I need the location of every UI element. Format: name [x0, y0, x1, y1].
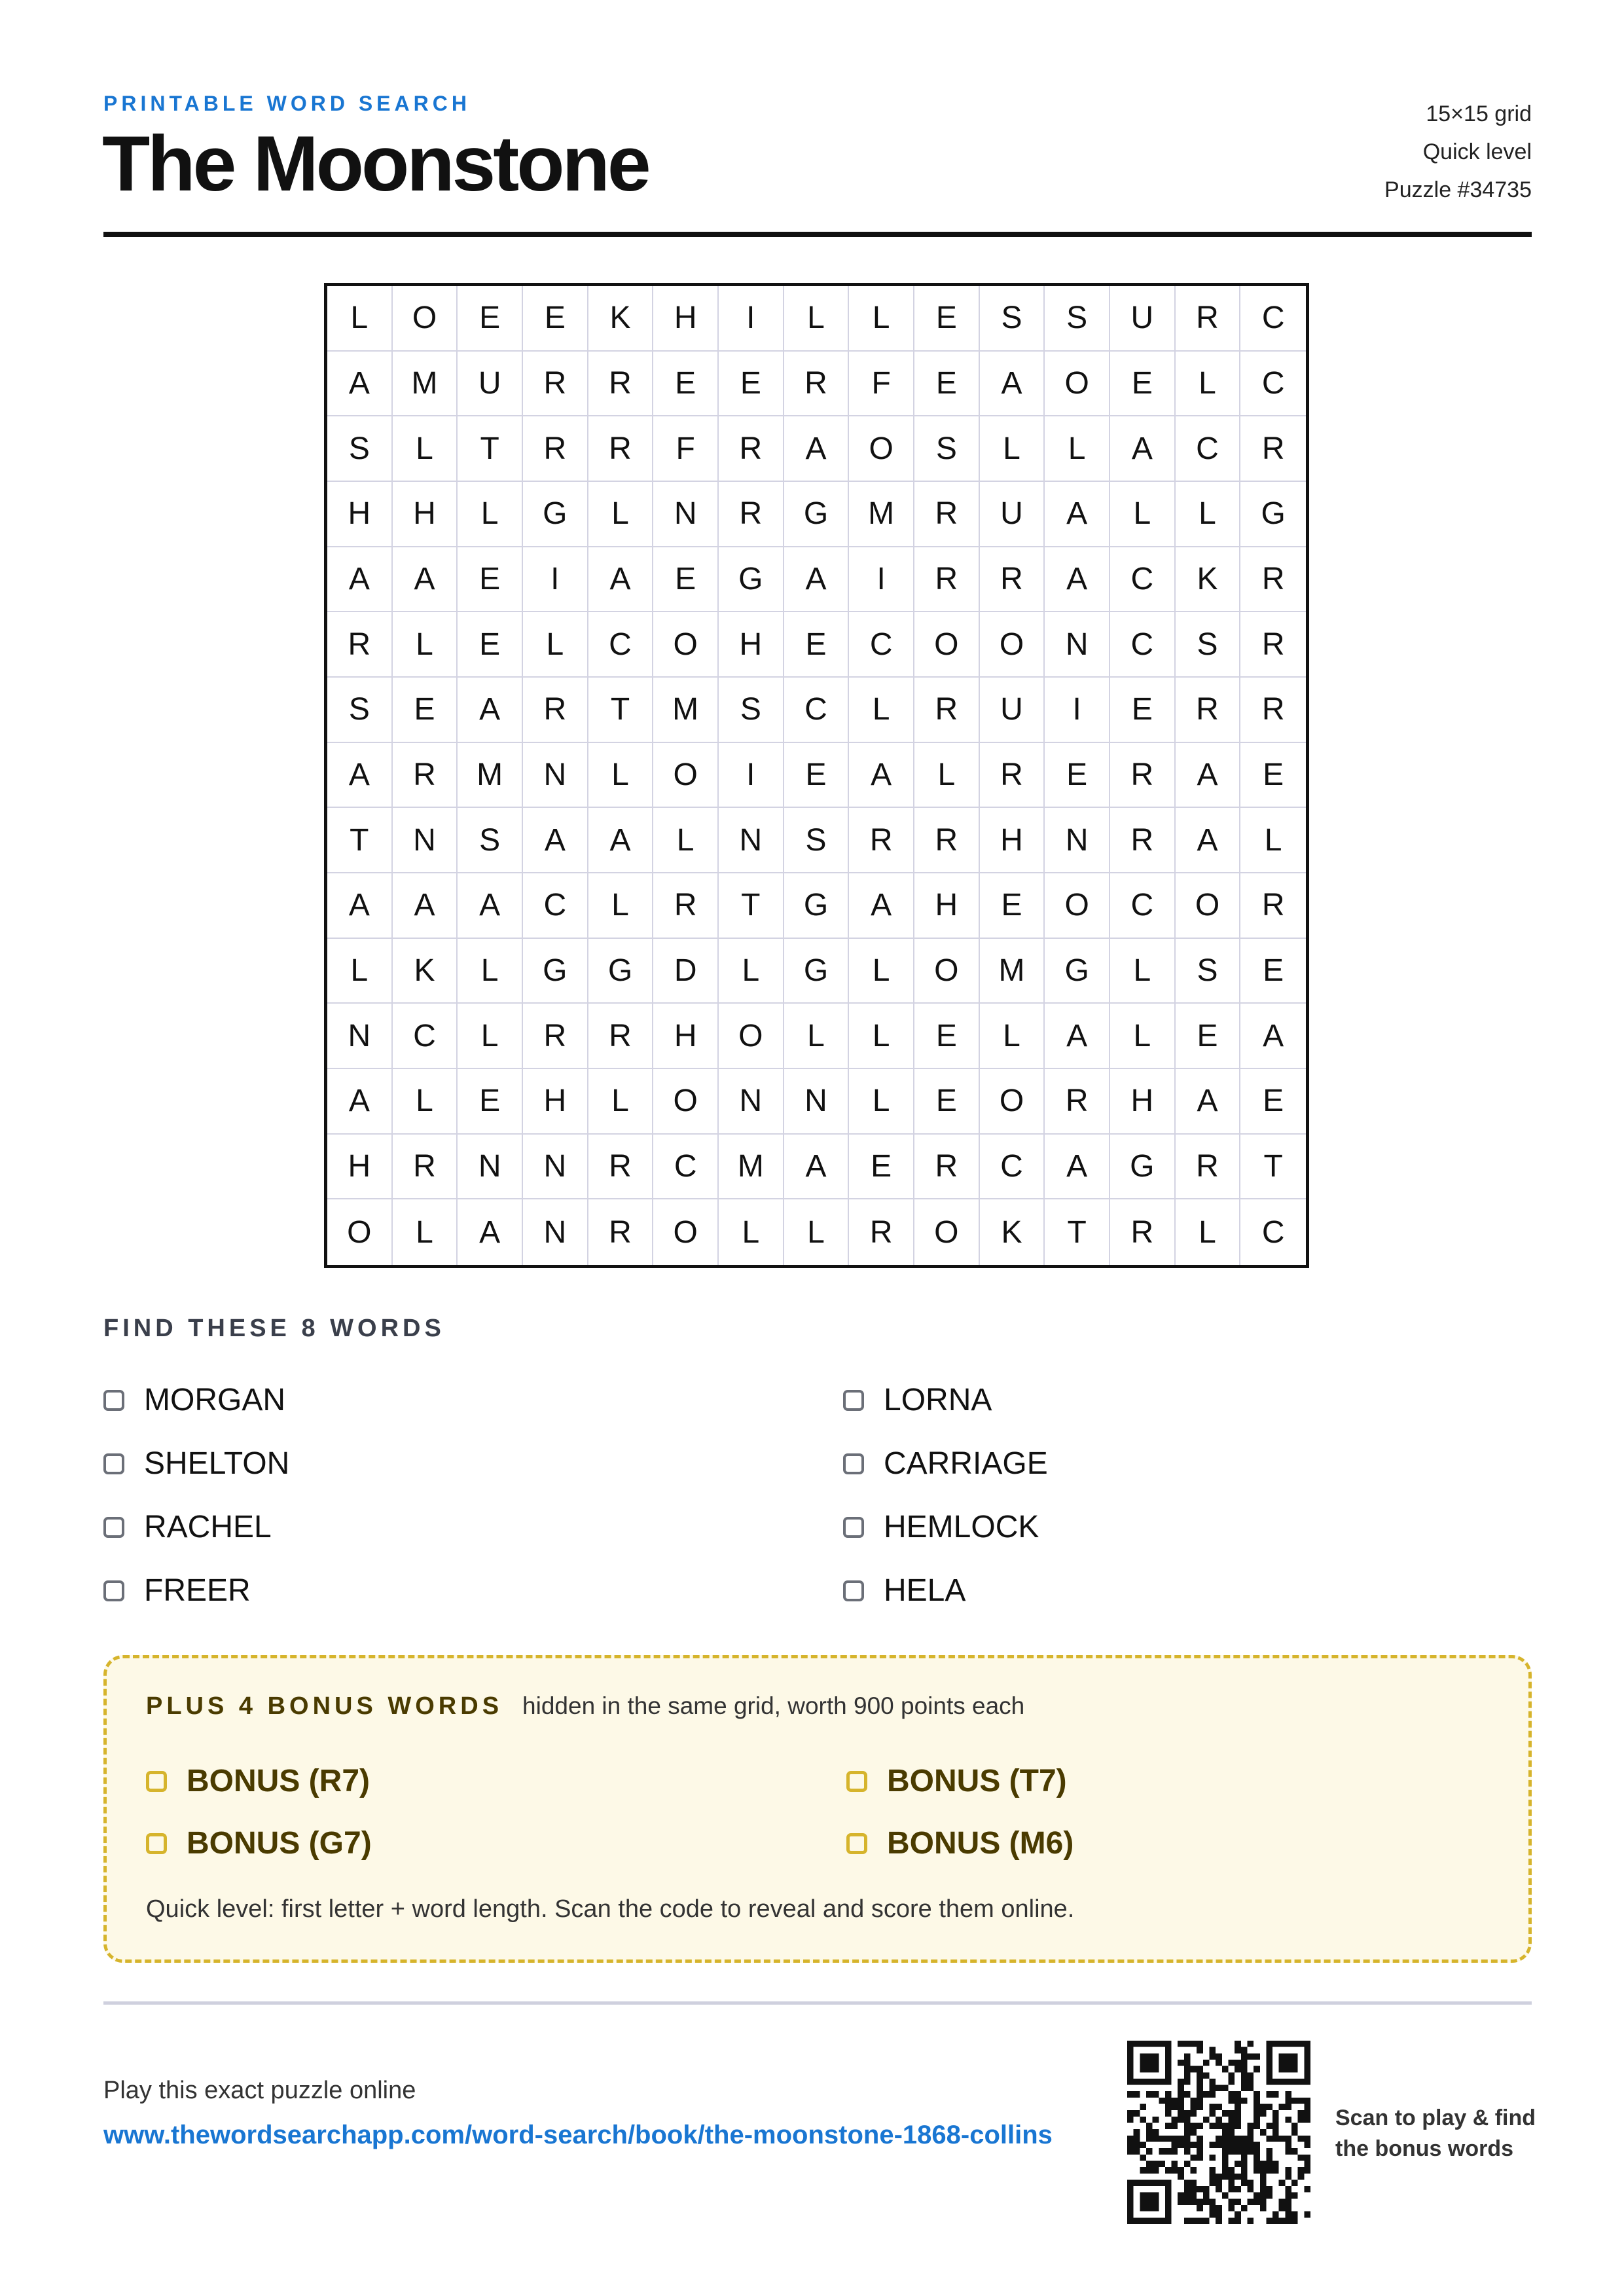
- grid-cell[interactable]: C: [1110, 547, 1176, 613]
- grid-cell[interactable]: N: [719, 1069, 784, 1135]
- scan-line-2: the bonus words: [1335, 2136, 1513, 2161]
- scan-instructions: [1335, 2103, 1536, 2164]
- grid-cell[interactable]: I: [719, 743, 784, 809]
- checkbox-icon[interactable]: [843, 1580, 864, 1601]
- grid-cell[interactable]: U: [980, 678, 1045, 743]
- word-item[interactable]: [843, 1368, 1532, 1432]
- grid-cell[interactable]: A: [393, 873, 458, 939]
- bonus-checkbox-icon[interactable]: [846, 1833, 867, 1854]
- grid-cell[interactable]: L: [784, 286, 850, 352]
- bonus-word-label: BONUS (M6): [887, 1826, 1074, 1861]
- grid-cell[interactable]: E: [784, 612, 850, 678]
- grid-cell[interactable]: C: [1240, 352, 1306, 417]
- grid-cell[interactable]: A: [784, 1135, 850, 1200]
- bonus-checkbox-icon[interactable]: [146, 1833, 167, 1854]
- grid-cell[interactable]: K: [980, 1199, 1045, 1265]
- grid-cell[interactable]: E: [393, 678, 458, 743]
- grid-cell[interactable]: O: [849, 416, 914, 482]
- grid-cell[interactable]: H: [327, 482, 393, 547]
- checkbox-icon[interactable]: [843, 1517, 864, 1538]
- checkbox-icon[interactable]: [103, 1517, 124, 1538]
- grid-cell[interactable]: E: [458, 612, 523, 678]
- grid-cell[interactable]: A: [1240, 1004, 1306, 1069]
- grid-cell[interactable]: L: [719, 1199, 784, 1265]
- word-list-title: FIND THESE 8 WORDS: [103, 1315, 445, 1342]
- word-label: LORNA: [884, 1383, 992, 1417]
- grid-cell[interactable]: R: [653, 873, 719, 939]
- grid-cell[interactable]: C: [1240, 286, 1306, 352]
- grid-cell[interactable]: O: [393, 286, 458, 352]
- word-label: FREER: [144, 1573, 251, 1608]
- grid-size-label: 15×15 grid: [1426, 101, 1532, 126]
- grid-cell[interactable]: H: [653, 286, 719, 352]
- grid-cell[interactable]: L: [458, 482, 523, 547]
- grid-cell[interactable]: H: [980, 808, 1045, 873]
- bonus-word-list: [146, 1750, 1494, 1874]
- grid-cell[interactable]: R: [393, 743, 458, 809]
- word-label: RACHEL: [144, 1510, 272, 1544]
- grid-cell[interactable]: S: [1176, 939, 1241, 1004]
- grid-cell[interactable]: L: [980, 416, 1045, 482]
- grid-cell[interactable]: G: [523, 939, 588, 1004]
- scan-line-1: Scan to play & find: [1335, 2105, 1536, 2130]
- grid-cell[interactable]: R: [523, 1004, 588, 1069]
- bonus-word-label: BONUS (T7): [887, 1764, 1067, 1798]
- grid-cell[interactable]: E: [1110, 352, 1176, 417]
- grid-cell[interactable]: O: [914, 1199, 980, 1265]
- grid-cell[interactable]: H: [1110, 1069, 1176, 1135]
- grid-cell[interactable]: R: [1240, 416, 1306, 482]
- grid-cell[interactable]: A: [327, 1069, 393, 1135]
- word-item[interactable]: [103, 1559, 843, 1622]
- grid-cell[interactable]: L: [653, 808, 719, 873]
- checkbox-icon[interactable]: [103, 1453, 124, 1474]
- grid-cell[interactable]: O: [914, 612, 980, 678]
- grid-cell[interactable]: T: [1045, 1199, 1110, 1265]
- grid-cell[interactable]: L: [849, 678, 914, 743]
- grid-cell[interactable]: A: [1045, 547, 1110, 613]
- page-title: The Moonstone: [102, 120, 649, 208]
- grid-cell[interactable]: E: [1110, 678, 1176, 743]
- bonus-checkbox-icon[interactable]: [146, 1771, 167, 1792]
- grid-cell[interactable]: M: [653, 678, 719, 743]
- grid-cell[interactable]: I: [849, 547, 914, 613]
- word-list: [103, 1368, 1532, 1622]
- word-label: CARRIAGE: [884, 1446, 1048, 1481]
- grid-cell[interactable]: H: [653, 1004, 719, 1069]
- grid-cell[interactable]: G: [719, 547, 784, 613]
- word-item[interactable]: [843, 1432, 1532, 1495]
- grid-cell[interactable]: E: [849, 1135, 914, 1200]
- puzzle-id-label: Puzzle #34735: [1384, 177, 1532, 202]
- grid-cell[interactable]: T: [1240, 1135, 1306, 1200]
- grid-cell[interactable]: R: [914, 482, 980, 547]
- grid-cell[interactable]: H: [327, 1135, 393, 1200]
- grid-cell[interactable]: G: [784, 939, 850, 1004]
- grid-cell[interactable]: A: [784, 547, 850, 613]
- grid-cell[interactable]: A: [1176, 1069, 1241, 1135]
- grid-cell[interactable]: N: [1045, 612, 1110, 678]
- grid-cell[interactable]: M: [849, 482, 914, 547]
- grid-cell[interactable]: T: [458, 416, 523, 482]
- grid-cell[interactable]: U: [980, 482, 1045, 547]
- grid-cell[interactable]: F: [653, 416, 719, 482]
- kicker-label: PRINTABLE WORD SEARCH: [103, 92, 471, 115]
- grid-cell[interactable]: H: [914, 873, 980, 939]
- grid-cell[interactable]: E: [980, 873, 1045, 939]
- puzzle-url-link[interactable]: www.thewordsearchapp.com/word-search/book/the-moonstone-1868-collins: [103, 2121, 1053, 2149]
- bonus-subtitle: hidden in the same grid, worth 900 points each: [522, 1692, 1025, 1719]
- word-label: MORGAN: [144, 1383, 285, 1417]
- grid-cell[interactable]: R: [588, 1135, 654, 1200]
- grid-cell[interactable]: A: [784, 416, 850, 482]
- play-online-label: Play this exact puzzle online: [103, 2077, 416, 2104]
- grid-cell[interactable]: A: [588, 547, 654, 613]
- grid-cell[interactable]: R: [914, 1135, 980, 1200]
- grid-cell[interactable]: A: [327, 547, 393, 613]
- grid-cell[interactable]: U: [458, 352, 523, 417]
- grid-cell[interactable]: A: [588, 808, 654, 873]
- grid-cell[interactable]: A: [1176, 808, 1241, 873]
- grid-cell[interactable]: L: [588, 743, 654, 809]
- grid-cell[interactable]: C: [1110, 873, 1176, 939]
- grid-cell[interactable]: D: [653, 939, 719, 1004]
- grid-cell[interactable]: A: [458, 678, 523, 743]
- grid-cell[interactable]: C: [1261, 1214, 1285, 1250]
- grid-cell[interactable]: R: [1240, 612, 1306, 678]
- grid-cell[interactable]: R: [1110, 743, 1176, 809]
- grid-cell[interactable]: R: [914, 547, 980, 613]
- grid-cell[interactable]: L: [1110, 1004, 1176, 1069]
- grid-cell[interactable]: E: [653, 352, 719, 417]
- grid-cell[interactable]: S: [458, 808, 523, 873]
- grid-cell[interactable]: N: [523, 1135, 588, 1200]
- grid-cell[interactable]: A: [1110, 416, 1176, 482]
- checkbox-icon[interactable]: [843, 1390, 864, 1411]
- grid-cell[interactable]: O: [653, 743, 719, 809]
- bonus-checkbox-icon[interactable]: [846, 1771, 867, 1792]
- grid-cell[interactable]: G: [784, 482, 850, 547]
- grid-cell[interactable]: R: [1240, 678, 1306, 743]
- grid-cell[interactable]: A: [980, 352, 1045, 417]
- grid-cell[interactable]: G: [1110, 1135, 1176, 1200]
- grid-cell[interactable]: S: [980, 286, 1045, 352]
- grid-cell[interactable]: S: [719, 678, 784, 743]
- bonus-word-label: BONUS (R7): [187, 1764, 370, 1798]
- word-item[interactable]: [843, 1495, 1532, 1559]
- grid-cell[interactable]: R: [523, 416, 588, 482]
- grid-cell[interactable]: A: [327, 873, 393, 939]
- grid-cell[interactable]: L: [980, 1004, 1045, 1069]
- grid-cell[interactable]: C: [393, 1004, 458, 1069]
- grid-cell[interactable]: K: [588, 286, 654, 352]
- grid-cell[interactable]: L: [1176, 1199, 1241, 1265]
- grid-cell[interactable]: M: [980, 939, 1045, 1004]
- word-label: HELA: [884, 1573, 966, 1608]
- grid-cell[interactable]: G: [523, 482, 588, 547]
- grid-cell[interactable]: C: [523, 873, 588, 939]
- grid-cell[interactable]: E: [914, 286, 980, 352]
- grid-cell[interactable]: O: [1176, 873, 1241, 939]
- grid-cell[interactable]: L: [784, 1199, 850, 1265]
- bonus-title: PLUS 4 BONUS WORDS: [146, 1692, 503, 1720]
- word-item[interactable]: [103, 1432, 843, 1495]
- grid-cell[interactable]: L: [1176, 352, 1241, 417]
- grid-cell[interactable]: R: [1176, 1135, 1241, 1200]
- grid-cell[interactable]: L: [849, 1004, 914, 1069]
- grid-cell[interactable]: I: [523, 547, 588, 613]
- grid-cell[interactable]: A: [1045, 1135, 1110, 1200]
- footer-divider: [103, 2001, 1532, 2005]
- grid-cell[interactable]: A: [458, 1199, 523, 1265]
- grid-cell[interactable]: H: [523, 1069, 588, 1135]
- grid-cell[interactable]: R: [1176, 678, 1241, 743]
- grid-cell[interactable]: E: [458, 1069, 523, 1135]
- grid-cell[interactable]: R: [784, 352, 850, 417]
- checkbox-icon[interactable]: [103, 1390, 124, 1411]
- grid-cell[interactable]: A: [393, 547, 458, 613]
- bonus-word-item[interactable]: [146, 1812, 846, 1874]
- grid-cell[interactable]: O: [653, 1069, 719, 1135]
- grid-cell[interactable]: S: [1176, 612, 1241, 678]
- grid-cell[interactable]: L: [458, 1004, 523, 1069]
- grid-cell[interactable]: A: [327, 743, 393, 809]
- grid-cell[interactable]: E: [458, 286, 523, 352]
- grid-cell[interactable]: E: [1176, 1004, 1241, 1069]
- grid-cell[interactable]: C: [653, 1135, 719, 1200]
- grid-cell[interactable]: L: [914, 743, 980, 809]
- grid-cell[interactable]: C: [849, 612, 914, 678]
- grid-cell[interactable]: M: [393, 352, 458, 417]
- grid-cell[interactable]: L: [327, 939, 393, 1004]
- grid-cell[interactable]: L: [393, 612, 458, 678]
- grid-cell[interactable]: N: [523, 743, 588, 809]
- grid-cell[interactable]: C: [1176, 416, 1241, 482]
- grid-cell[interactable]: N: [327, 1004, 393, 1069]
- grid-cell[interactable]: A: [327, 352, 393, 417]
- grid-cell[interactable]: R: [980, 743, 1045, 809]
- grid-cell[interactable]: R: [588, 1199, 654, 1265]
- bonus-word-item[interactable]: [846, 1750, 1494, 1812]
- grid-cell[interactable]: L: [1176, 482, 1241, 547]
- grid-cell[interactable]: L: [1110, 482, 1176, 547]
- grid-cell[interactable]: E: [458, 547, 523, 613]
- grid-cell[interactable]: A: [458, 873, 523, 939]
- grid-cell[interactable]: L: [393, 1199, 458, 1265]
- word-label: HEMLOCK: [884, 1510, 1039, 1544]
- grid-cell[interactable]: T: [327, 808, 393, 873]
- qr-code-icon[interactable]: [1127, 2041, 1310, 2224]
- grid-cell[interactable]: R: [980, 547, 1045, 613]
- checkbox-icon[interactable]: [843, 1453, 864, 1474]
- grid-cell[interactable]: N: [393, 808, 458, 873]
- grid-cell[interactable]: C: [784, 678, 850, 743]
- checkbox-icon[interactable]: [103, 1580, 124, 1601]
- grid-cell[interactable]: N: [653, 482, 719, 547]
- bonus-word-label: BONUS (G7): [187, 1826, 372, 1861]
- grid-cell[interactable]: N: [523, 1199, 588, 1265]
- grid-cell[interactable]: C: [588, 612, 654, 678]
- grid-cell[interactable]: E: [1240, 743, 1306, 809]
- grid-cell[interactable]: R: [849, 808, 914, 873]
- grid-cell[interactable]: G: [784, 873, 850, 939]
- grid-cell[interactable]: S: [327, 416, 393, 482]
- grid-cell[interactable]: K: [393, 939, 458, 1004]
- grid-cell[interactable]: L: [849, 939, 914, 1004]
- grid-cell[interactable]: E: [1240, 939, 1306, 1004]
- grid-cell[interactable]: R: [588, 352, 654, 417]
- grid-cell[interactable]: L: [393, 1069, 458, 1135]
- grid-cell[interactable]: R: [914, 808, 980, 873]
- grid-cell[interactable]: S: [914, 416, 980, 482]
- grid-cell[interactable]: L: [458, 939, 523, 1004]
- grid-cell[interactable]: N: [784, 1069, 850, 1135]
- letter-grid[interactable]: [324, 283, 1309, 1268]
- grid-cell[interactable]: E: [1045, 743, 1110, 809]
- bonus-header: [146, 1692, 1024, 1721]
- grid-cell[interactable]: O: [980, 1069, 1045, 1135]
- grid-cell[interactable]: T: [588, 678, 654, 743]
- grid-cell[interactable]: R: [523, 352, 588, 417]
- grid-cell[interactable]: A: [1045, 482, 1110, 547]
- grid-cell[interactable]: L: [1045, 416, 1110, 482]
- grid-cell[interactable]: E: [914, 1004, 980, 1069]
- grid-cell[interactable]: K: [1176, 547, 1241, 613]
- grid-cell[interactable]: R: [849, 1199, 914, 1265]
- grid-cell[interactable]: I: [719, 286, 784, 352]
- grid-cell[interactable]: R: [1176, 286, 1241, 352]
- grid-cell[interactable]: O: [327, 1199, 393, 1265]
- grid-cell[interactable]: O: [914, 939, 980, 1004]
- grid-cell[interactable]: I: [1045, 678, 1110, 743]
- grid-cell[interactable]: O: [653, 612, 719, 678]
- grid-cell[interactable]: L: [849, 286, 914, 352]
- grid-cell[interactable]: N: [1045, 808, 1110, 873]
- grid-cell[interactable]: R: [719, 416, 784, 482]
- grid-cell[interactable]: A: [849, 873, 914, 939]
- bonus-word-item[interactable]: [146, 1750, 846, 1812]
- grid-cell[interactable]: C: [980, 1135, 1045, 1200]
- grid-cell[interactable]: L: [523, 612, 588, 678]
- grid-cell[interactable]: M: [458, 743, 523, 809]
- grid-cell[interactable]: R: [914, 678, 980, 743]
- grid-cell[interactable]: L: [1110, 939, 1176, 1004]
- grid-cell[interactable]: E: [523, 286, 588, 352]
- bonus-panel: [103, 1655, 1532, 1963]
- grid-cell[interactable]: R: [1110, 808, 1176, 873]
- grid-cell[interactable]: M: [719, 1135, 784, 1200]
- grid-cell[interactable]: S: [784, 808, 850, 873]
- puzzle-meta: [1384, 95, 1532, 209]
- grid-cell[interactable]: F: [849, 352, 914, 417]
- grid-cell[interactable]: S: [327, 678, 393, 743]
- word-item[interactable]: [103, 1368, 843, 1432]
- grid-cell[interactable]: R: [1240, 873, 1306, 939]
- grid-cell[interactable]: A: [523, 808, 588, 873]
- grid-cell[interactable]: L: [784, 1004, 850, 1069]
- grid-cell[interactable]: L: [588, 873, 654, 939]
- header-divider: [103, 232, 1532, 237]
- grid-cell[interactable]: S: [1045, 286, 1110, 352]
- grid-cell[interactable]: R: [1045, 1069, 1110, 1135]
- grid-cell[interactable]: A: [1045, 1004, 1110, 1069]
- grid-cell[interactable]: E: [914, 352, 980, 417]
- grid-cell[interactable]: E: [1240, 1069, 1306, 1135]
- grid-cell[interactable]: R: [1110, 1199, 1176, 1265]
- grid-cell[interactable]: C: [1110, 612, 1176, 678]
- grid-cell[interactable]: U: [1110, 286, 1176, 352]
- grid-cell[interactable]: E: [653, 547, 719, 613]
- word-item[interactable]: [843, 1559, 1532, 1622]
- grid-cell[interactable]: O: [1045, 352, 1110, 417]
- grid-cell[interactable]: L: [588, 1069, 654, 1135]
- bonus-note: Quick level: first letter + word length. Scan the code to reveal and score them online.: [146, 1895, 1075, 1923]
- grid-cell[interactable]: R: [327, 612, 393, 678]
- grid-cell[interactable]: E: [719, 352, 784, 417]
- grid-cell[interactable]: R: [523, 678, 588, 743]
- level-label: Quick level: [1422, 139, 1532, 164]
- grid-cell[interactable]: R: [393, 1135, 458, 1200]
- grid-cell[interactable]: G: [1045, 939, 1110, 1004]
- grid-cell[interactable]: N: [719, 808, 784, 873]
- grid-cell[interactable]: H: [393, 482, 458, 547]
- grid-cell[interactable]: L: [588, 482, 654, 547]
- grid-cell[interactable]: R: [588, 416, 654, 482]
- grid-cell[interactable]: T: [719, 873, 784, 939]
- grid-cell[interactable]: A: [1176, 743, 1241, 809]
- grid-cell[interactable]: L: [849, 1069, 914, 1135]
- grid-cell[interactable]: E: [784, 743, 850, 809]
- grid-cell[interactable]: N: [458, 1135, 523, 1200]
- grid-cell[interactable]: O: [653, 1199, 719, 1265]
- grid-cell[interactable]: R: [719, 482, 784, 547]
- grid-cell[interactable]: L: [393, 416, 458, 482]
- grid-cell[interactable]: O: [980, 612, 1045, 678]
- grid-cell[interactable]: G: [1240, 482, 1306, 547]
- grid-cell[interactable]: A: [849, 743, 914, 809]
- grid-cell[interactable]: L: [719, 939, 784, 1004]
- grid-cell[interactable]: L: [327, 286, 393, 352]
- grid-cell[interactable]: R: [588, 1004, 654, 1069]
- word-label: SHELTON: [144, 1446, 290, 1481]
- word-item[interactable]: [103, 1495, 843, 1559]
- grid-cell[interactable]: H: [719, 612, 784, 678]
- grid-cell[interactable]: O: [1045, 873, 1110, 939]
- grid-cell[interactable]: R: [1240, 547, 1306, 613]
- grid-cell[interactable]: G: [588, 939, 654, 1004]
- bonus-word-item[interactable]: [846, 1812, 1494, 1874]
- grid-cell[interactable]: O: [719, 1004, 784, 1069]
- grid-cell[interactable]: E: [914, 1069, 980, 1135]
- grid-cell[interactable]: L: [1240, 808, 1306, 873]
